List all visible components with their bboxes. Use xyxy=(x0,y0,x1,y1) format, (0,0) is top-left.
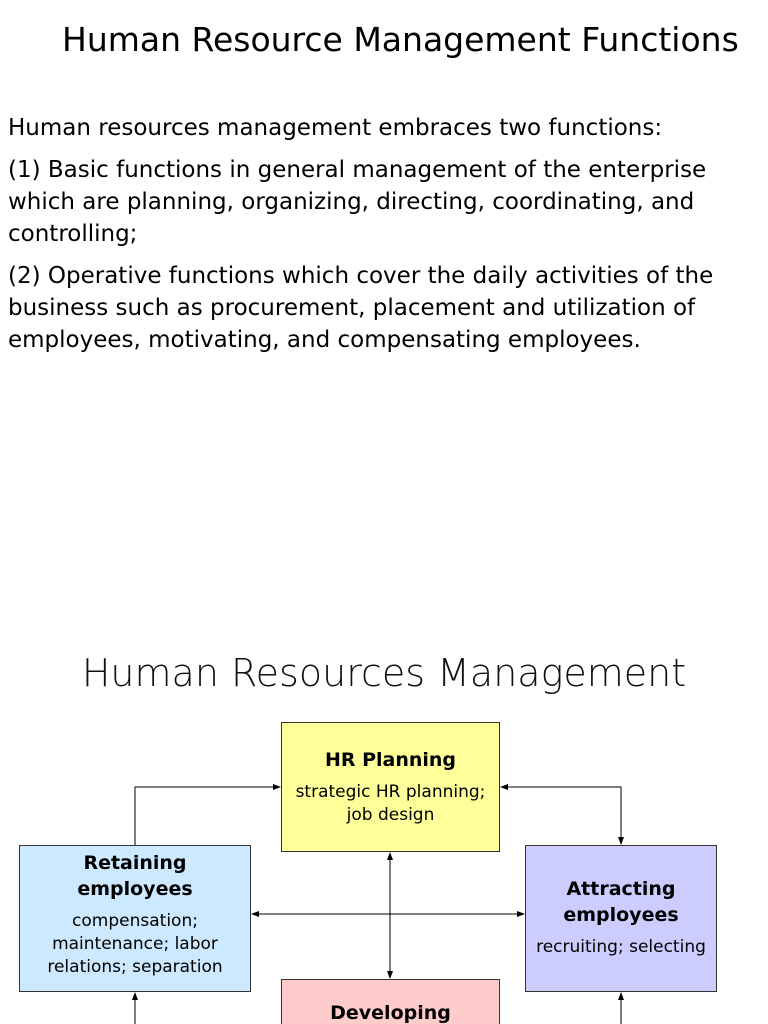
slide2-title: Human Resources Management xyxy=(81,651,687,695)
retaining-title: Retaining employees xyxy=(77,852,193,900)
planning-to-attracting-arrow xyxy=(501,787,621,844)
developing-box xyxy=(281,979,500,1024)
attracting-title: Attracting employees xyxy=(563,878,679,926)
slide1-title: Human Resource Management Functions xyxy=(62,20,739,59)
hr-planning-title: HR Planning xyxy=(324,749,457,771)
operative-functions-paragraph: (2) Operative functions which cover the daily activities of the business such as procurement, placement and utilization of employees, motivating, and compensating employees. xyxy=(8,263,714,353)
attracting-box xyxy=(525,845,717,992)
retaining-box xyxy=(19,845,251,992)
retaining-to-planning-arrow xyxy=(135,787,280,845)
attracting-desc: recruiting; selecting xyxy=(536,937,706,957)
hr-planning-desc: strategic HR planning; job design xyxy=(295,782,486,825)
retaining-desc: compensation; maintenance; labor relations; separation xyxy=(47,911,223,977)
intro-paragraph: Human resources management embraces two functions: xyxy=(8,115,663,141)
developing-title: Developing xyxy=(330,1002,451,1024)
hr-planning-box xyxy=(281,722,500,852)
basic-functions-paragraph: (1) Basic functions in general management of the enterprise which are planning, organizing, directing, coordinating, and controlling; xyxy=(8,157,707,247)
